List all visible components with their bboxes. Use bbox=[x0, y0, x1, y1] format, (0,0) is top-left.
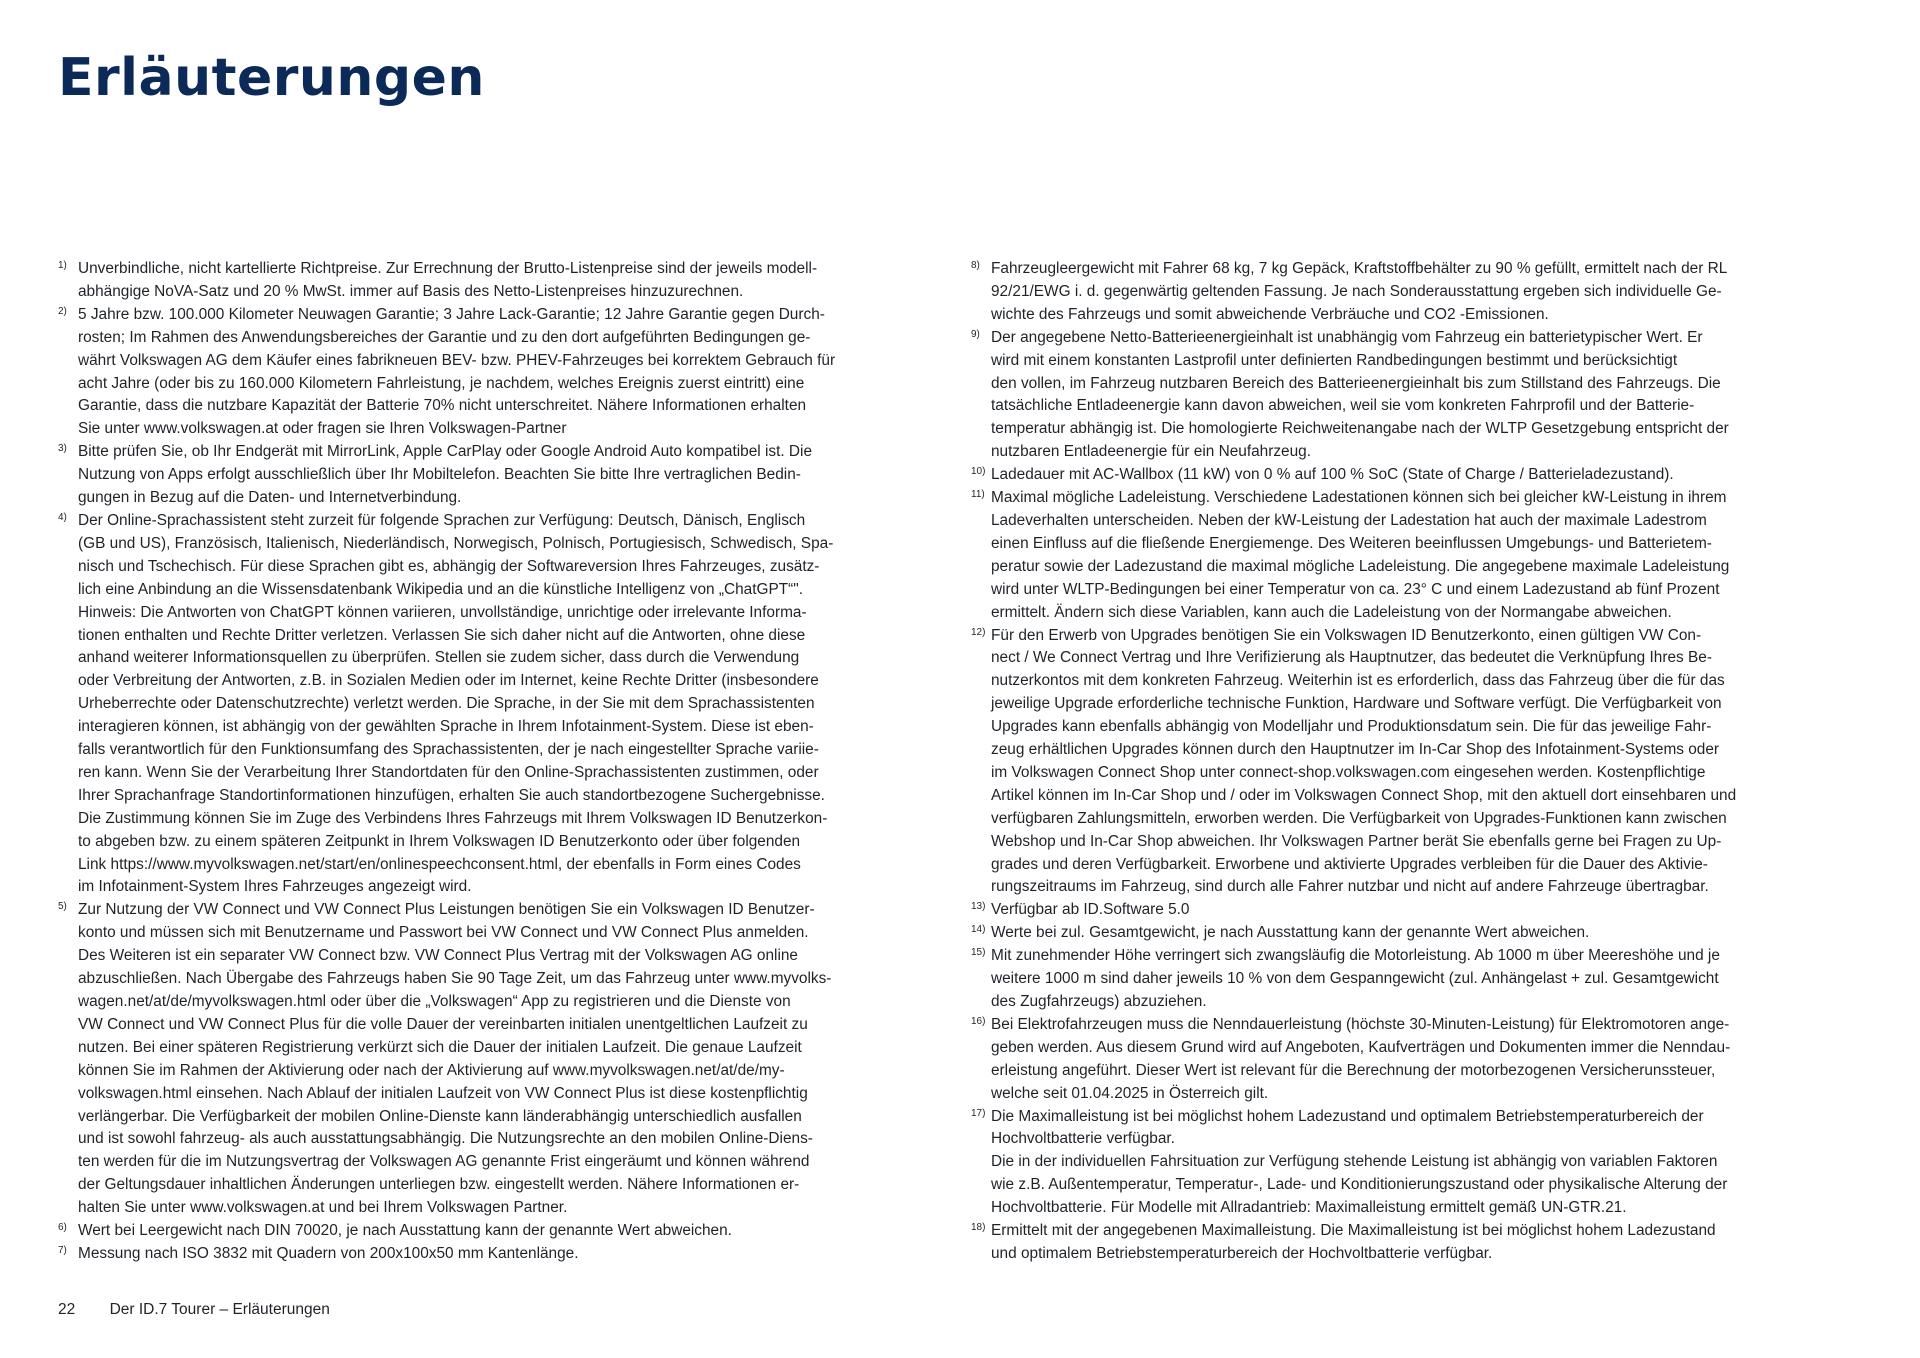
footnote-4 bbox=[58, 510, 938, 899]
footnote-text: Messung nach ISO 3832 mit Quadern von 200x100x50 mm Kantenlänge. bbox=[78, 1244, 579, 1262]
footnote-8 bbox=[971, 258, 1851, 327]
footnote-number: 16) bbox=[971, 1015, 986, 1027]
footnote-7 bbox=[58, 1243, 938, 1266]
footnote-number: 15) bbox=[971, 947, 986, 959]
footnote-16 bbox=[971, 1014, 1851, 1106]
page-footer bbox=[58, 1301, 330, 1319]
footnote-13 bbox=[971, 899, 1851, 922]
footnote-6 bbox=[58, 1220, 938, 1243]
footnote-number: 2) bbox=[58, 305, 67, 317]
footnote-text: Ermittelt mit der angegebenen Maximalleistung. Die Maximalleistung ist bei möglichst hohem Ladezustand und optimalem Betriebstemperaturbereich der Hochvoltbatterie verfügbar. bbox=[991, 1222, 1716, 1262]
footnote-text: Wert bei Leergewicht nach DIN 70020, je nach Ausstattung kann der genannte Wert abweichen. bbox=[78, 1222, 732, 1240]
footnote-text: Bitte prüfen Sie, ob Ihr Endgerät mit MirrorLink, Apple CarPlay oder Google Android Auto kompatibel ist. Die Nutzung von Apps erfolgt ausschließlich über Ihr Mobiltelefon. Beachten Sie bitte Ihre vertraglichen Bedin- gungen in Bezug auf die Daten- und Internetverbindung. bbox=[78, 443, 812, 507]
footnote-text: Maximal mögliche Ladeleistung. Verschiedene Ladestationen können sich bei gleicher kW-Leistung in ihrem Ladeverhalten unterscheiden. Neben der kW-Leistung der Ladestation hat auch der maximale Ladestrom einen Einfluss auf die fließende Energiemenge. Des Weiteren beeinflussen Umgebungs- und Batterietem- peratur sowie der Ladezustand die maximal mögliche Ladeleistung. Die angegebene maximale Ladeleistung wird unter WLTP-Bedingungen bei einer Temperatur von ca. 23° C und einem Ladezustand ab fünf Prozent ermittelt. Ändern sich diese Variablen, kann auch die Ladeleistung von der Normangabe abweichen. bbox=[991, 489, 1730, 621]
footnote-10 bbox=[971, 464, 1851, 487]
footnote-number: 10) bbox=[971, 466, 986, 478]
footnote-number: 6) bbox=[58, 1222, 67, 1234]
footnote-number: 9) bbox=[971, 328, 980, 340]
page-title: Erläuterungen bbox=[58, 48, 485, 108]
footnote-text: Werte bei zul. Gesamtgewicht, je nach Ausstattung kann der genannte Wert abweichen. bbox=[991, 924, 1590, 942]
footnote-17 bbox=[971, 1106, 1851, 1221]
footnote-number: 5) bbox=[58, 901, 67, 913]
footnote-1 bbox=[58, 258, 938, 304]
footnote-text: Der Online-Sprachassistent steht zurzeit für folgende Sprachen zur Verfügung: Deutsch, Dänisch, Englisch (GB und US), Französisch, Italienisch, Niederländisch, Norwegisch, Polnisch, Portugiesisch, Schwedisch, Spa- nisch und Tschechisch. Für diese Sprachen gibt es, abhängig der Softwareversion Ihres Fahrzeuges, zusätz- lich eine Anbindung an die Wissensdatenbank Wikipedia und an die künstliche Intelligenz von „ChatGPT“". Hinweis: Die Antworten von ChatGPT können variieren, unvollständige, unrichtige oder irrelevante Informa- tionen enthalten und Rechte Dritter verletzen. Verlassen Sie sich daher nicht auf die Antworten, ohne diese anhand weiterer Informationsquellen zu überprüfen. Stellen sie zudem sicher, dass durch die Verwendung oder Verbreitung der Antworten, z.B. in Sozialen Medien oder im Internet, keine Rechte Dritter (insbesondere Urheberrechte oder Datenschutzrechte) verletzt werden. Die Sprache, in der Sie mit dem Sprachassistenten interagieren können, ist abhängig von der gewählten Sprache in Ihrem Infotainment-System. Diese ist eben- falls verantwortlich für den Funktionsumfang des Sprachassistenten, der je nach eingestellter Sprache variie- ren kann. Wenn Sie der Verarbeitung Ihrer Standortdaten für den Online-Sprachassistenten zustimmen, oder Ihrer Sprachanfrage Standortinformationen hinzufügen, erhalten Sie auch standortbezogene Suchergebnisse. Die Zustimmung können Sie im Zuge des Verbindens Ihres Fahrzeugs mit Ihrem Volkswagen ID Benutzerkon- to abgeben bzw. zu einem späteren Zeitpunkt in Ihrem Volkswagen ID Benutzerkonto oder über folgenden Link https://www.myvolkswagen.net/start/en/onlinespeechconsent.html, der ebenfalls in Form eines Codes im Infotainment-System Ihres Fahrzeuges angezeigt wird. bbox=[78, 511, 834, 896]
footnote-18 bbox=[971, 1220, 1851, 1266]
footnote-number: 18) bbox=[971, 1222, 986, 1234]
footnote-number: 3) bbox=[58, 443, 67, 455]
footnote-number: 4) bbox=[58, 511, 67, 523]
footnote-text: Der angegebene Netto-Batterieenergieinhalt ist unabhängig vom Fahrzeug ein batterietypischer Wert. Er wird mit einem konstanten Lastprofil unter definierten Randbedingungen bestimmt und berücksichtigt den vollen, im Fahrzeug nutzbaren Bereich des Batterieenergieinhalt bis zum Stillstand des Fahrzeugs. Die tatsächliche Entladeenergie kann davon abweichen, weil sie vom konkreten Fahrprofil und der Batterie- temperatur abhängig ist. Die homologierte Reichweitenangabe nach der WLTP Gesetzgebung entspricht der nutzbaren Entladeenergie für ein Neufahrzeug. bbox=[991, 328, 1729, 461]
footnote-text: Für den Erwerb von Upgrades benötigen Sie ein Volkswagen ID Benutzerkonto, einen gültigen VW Con- nect / We Connect Vertrag und Ihre Verifizierung als Hauptnutzer, das bedeutet die Verknüpfung Ihres Be- nutzerkontos mit dem konkreten Fahrzeug. Weiterhin ist es erforderlich, dass das Fahrzeug über die für das jeweilige Upgrade erforderliche technische Funktion, Hardware und Software verfügt. Die Verfügbarkeit von Upgrades kann ebenfalls abhängig von Modelljahr und Produktionsdatum sein. Die für das jeweilige Fahr- zeug erhältlichen Upgrades können durch den Hauptnutzer im In-Car Shop des Infotainment-Systems oder im Volkswagen Connect Shop unter connect-shop.volkswagen.com eingesehen werden. Kostenpflichtige Artikel können im In-Car Shop und / oder im Volkswagen Connect Shop, mit den aktuell dort einsehbaren und verfügbaren Zahlungsmitteln, erworben werden. Die Verfügbarkeit von Upgrades-Funktionen kann zwischen Webshop und In-Car Shop abweichen. Ihr Volkswagen Partner berät Sie ebenfalls gerne bei Fragen zu Up- grades und deren Verfügbarkeit. Erworbene und aktivierte Upgrades verbleiben für die Dauer des Aktivie- rungszeitraums im Fahrzeug, sind durch alle Fahrer nutzbar und nicht auf andere Fahrzeuge übertragbar. bbox=[991, 626, 1737, 896]
footer-title: Der ID.7 Tourer – Erläuterungen bbox=[109, 1301, 330, 1318]
footnote-number: 13) bbox=[971, 901, 986, 913]
footnote-9 bbox=[971, 327, 1851, 464]
page-number: 22 bbox=[58, 1301, 76, 1318]
footnote-text: 5 Jahre bzw. 100.000 Kilometer Neuwagen Garantie; 3 Jahre Lack-Garantie; 12 Jahre Garantie gegen Durch- rosten; Im Rahmen des Anwendungsbereiches der Garantie und zu den dort aufgeführten Bedingungen ge- währt Volkswagen AG dem Käufer eines fabrikneuen BEV- bzw. PHEV-Fahrzeuges bei korrektem Gebrauch für acht Jahre (oder bis zu 160.000 Kilometern Fahrleistung, je nachdem, welches Ereignis zuerst eintritt) eine Garantie, dass die nutzbare Kapazität der Batterie 70% nicht unterschreitet. Nähere Informationen erhalten Sie unter www.volkswagen.at oder fragen sie Ihren Volkswagen-Partner bbox=[78, 305, 836, 438]
footnote-number: 17) bbox=[971, 1107, 986, 1119]
footnote-11 bbox=[971, 487, 1851, 624]
footnote-3 bbox=[58, 441, 938, 510]
footnote-text: Unverbindliche, nicht kartellierte Richtpreise. Zur Errechnung der Brutto-Listenpreise sind der jeweils modell- abhängige NoVA-Satz und 20 % MwSt. immer auf Basis des Netto-Listenpreises hinzuzurechnen. bbox=[78, 260, 818, 300]
footnote-number: 11) bbox=[971, 489, 985, 501]
footnote-14 bbox=[971, 922, 1851, 945]
footnote-text: Bei Elektrofahrzeugen muss die Nenndauerleistung (höchste 30-Minuten-Leistung) für Elektromotoren ange- geben werden. Aus diesem Grund wird auf Angeboten, Kaufverträgen und Dokumenten immer die Nenndau- erleistung angeführt. Dieser Wert ist relevant für die Berechnung der motorbezogenen Versicherunssteuer, welche seit 01.04.2025 in Österreich gilt. bbox=[991, 1015, 1731, 1102]
footnote-number: 12) bbox=[971, 626, 986, 638]
footnotes-left-column bbox=[58, 258, 938, 1266]
footnote-number: 7) bbox=[58, 1244, 67, 1256]
footnote-text: Ladedauer mit AC-Wallbox (11 kW) von 0 % auf 100 % SoC (State of Charge / Batterieladezustand). bbox=[991, 466, 1674, 484]
footnote-number: 14) bbox=[971, 924, 986, 936]
footnote-text: Zur Nutzung der VW Connect und VW Connect Plus Leistungen benötigen Sie ein Volkswagen ID Benutzer- konto und müssen sich mit Benutzername und Passwort bei VW Connect und VW Connect Plus anmelden. Des Weiteren ist ein separater VW Connect bzw. VW Connect Plus Vertrag mit der Volkswagen AG online abzuschließen. Nach Übergabe des Fahrzeugs haben Sie 90 Tage Zeit, um das Fahrzeug unter www.myvolks- wagen.net/at/de/myvolkswagen.html oder über die „Volkswagen“ App zu registrieren und die Dienste von VW Connect und VW Connect Plus für die volle Dauer der vereinbarten initialen unentgeltlichen Laufzeit zu nutzen. Bei einer späteren Registrierung verkürzt sich die Dauer der initialen Laufzeit. Die genaue Laufzeit können Sie im Rahmen der Aktivierung oder nach der Aktivierung auf www.myvolkswagen.net/at/de/my- volkswagen.html einsehen. Nach Ablauf der initialen Laufzeit von VW Connect Plus ist diese kostenpflichtig verlängerbar. Die Verfügbarkeit der mobilen Online-Dienste kann länderabhängig unterschiedlich ausfallen und ist sowohl fahrzeug- als auch ausstattungsabhängig. Die Nutzungsrechte an den mobilen Online-Diens- ten werden für die im Nutzungsvertrag der Volkswagen AG genannte Frist eingeräumt und können während der Geltungsdauer inhaltlichen Änderungen unterliegen bzw. eingestellt werden. Nähere Informationen er- halten Sie unter www.volkswagen.at und bei Ihrem Volkswagen Partner. bbox=[78, 901, 832, 1217]
footnote-text: Mit zunehmender Höhe verringert sich zwangsläufig die Motorleistung. Ab 1000 m über Meereshöhe und je weitere 1000 m sind daher jeweils 10 % von dem Gespanngewicht (zul. Anhängelast + zul. Gesamtgewicht des Zugfahrzeugs) abzuziehen. bbox=[991, 947, 1720, 1010]
footnote-2 bbox=[58, 304, 938, 441]
footnote-number: 8) bbox=[971, 260, 980, 271]
footnote-15 bbox=[971, 945, 1851, 1014]
footnote-text: Verfügbar ab ID.Software 5.0 bbox=[991, 901, 1190, 919]
footnote-number: 1) bbox=[58, 260, 67, 271]
footnote-12 bbox=[971, 625, 1851, 900]
footnote-text: Fahrzeugleergewicht mit Fahrer 68 kg, 7 kg Gepäck, Kraftstoffbehälter zu 90 % gefüllt, ermittelt nach der RL 92/21/EWG i. d. gegenwärtig geltenden Fassung. Je nach Sonderausstattung ergeben sich individuelle Ge- wichte des Fahrzeugs und somit abweichende Verbräuche und CO2 -Emissionen. bbox=[991, 260, 1728, 323]
footnote-text: Die Maximalleistung ist bei möglichst hohem Ladezustand und optimalem Betriebstemperaturbereich der Hochvoltbatterie verfügbar. Die in der individuellen Fahrsituation zur Verfügung stehende Leistung ist abhängig von variablen Faktoren wie z.B. Außentemperatur, Temperatur-, Lade- und Konditionierungszustand oder physikalische Alterung der Hochvoltbatterie. Für Modelle mit Allradantrieb: Maximalleistung ermittelt gemäß UN-GTR.21. bbox=[991, 1107, 1728, 1217]
footnotes-right-column bbox=[971, 258, 1851, 1266]
footnote-5 bbox=[58, 899, 938, 1220]
